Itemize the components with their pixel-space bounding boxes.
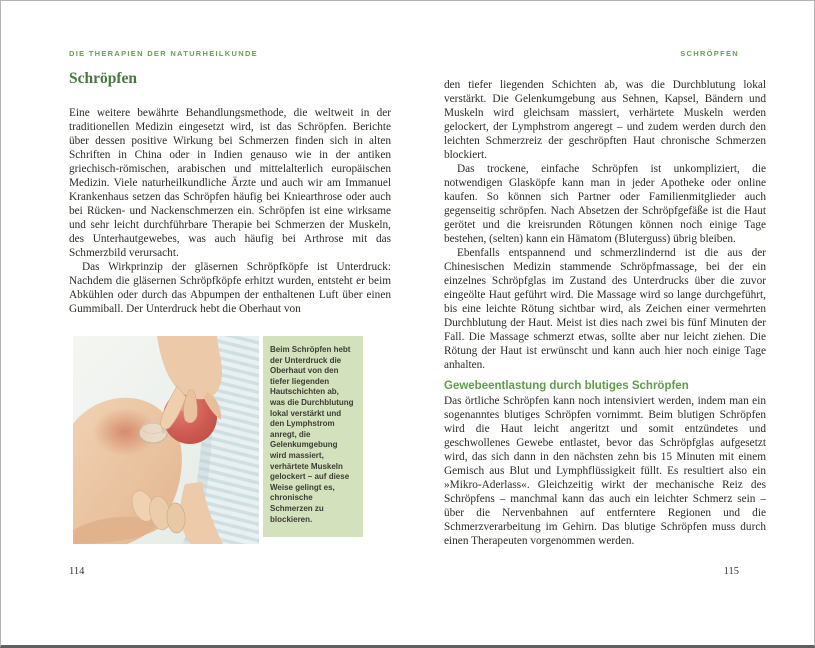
running-head-right: SCHRÖPFEN <box>680 49 739 58</box>
paragraph: Eine weitere bewährte Behandlungsmethode, die weltweit in der traditionellen Medizin eingesetzt wird, ist das Schröpfen. Berichte über dessen positive Wirkung bei Schmerzen finden sich in alten Schriften in China oder in Indien genauso wie in der antiken griechisch-römischen, arabischen und mittelalterlich europäischen Medizin. Viele naturheilkundliche Ärzte und auch wir am Immanuel Krankenhaus setzen das Schröpfen häufig bei Kniearthrose oder auch bei Rücken- und Nackenschmerzen ein. Schröpfen ist eine wirksame und sehr leicht durchführbare Therapie bei Schmerzen der Muskeln, des Unterhautgewebes, was auch häufig bei Arthrose mit das Schmerzbild verursacht. <box>69 107 391 259</box>
paragraph: Das trockene, einfache Schröpfen ist unkompliziert, die notwendigen Glasköpfe kann man in jeder Apotheke oder online kaufen. So können sich Partner oder Familienmitglieder auch gegenseitig schröpfen. Nach Absetzen der Schröpfgefäße ist die Haut gerötet und die kreisrunden Rötungen können noch einige Tage bestehen, (selten) kann ein Hämatom (Bluterguss) übrig bleiben. <box>444 163 766 245</box>
right-page <box>444 49 766 548</box>
paragraph: Das Wirkprinzip der gläsernen Schröpfköpfe ist Unterdruck: Nachdem die gläsernen Schröpfköpfe erhitzt wurden, entsteht er beim Abkühlen oder durch das Abpumpen der enthaltenen Luft über einen Gummiball. Der Unterdruck hebt die Oberhaut von <box>69 261 391 315</box>
page-number-right: 115 <box>723 566 739 577</box>
photo-row <box>73 336 391 544</box>
photo-caption: Beim Schröpfen hebt der Unterdruck die Oberhaut von den tiefer liegenden Hautschichten ab, was die Durchblutung lokal verstärkt und den Lymphstrom anregt, die Gelenkumgebung wird massiert, verhärtete Muskeln gelockert – auf diese Weise gelingt es, chronische Schmerzen zu blockieren. <box>270 345 354 524</box>
left-page <box>69 49 391 544</box>
paragraph: den tiefer liegenden Schichten ab, was die Durchblutung lokal verstärkt. Die Gelenkumgebung aus Sehnen, Kapsel, Bändern und Muskeln wird gleichsam massiert, verhärtete Muskeln werden gelockert, der Lymphstrom angeregt – und zudem werden durch den leichten Schmerzreiz der geschröpften Haut chronische Schmerzen blockiert. <box>444 79 766 161</box>
chapter-heading: Schröpfen <box>69 70 138 87</box>
running-head-left: DIE THERAPIEN DER NATURHEILKUNDE <box>69 49 258 58</box>
cupping-photo <box>73 336 259 544</box>
photo-caption-box <box>263 336 363 537</box>
section-subheading: Gewebeentlastung durch blutiges Schröpfen <box>444 380 689 392</box>
paragraph: Ebenfalls entspannend und schmerzlindernd ist die aus der Chinesischen Medizin stammende Schröpfmassage, bei der ein einzelnes Schröpfglas im Zustand des Unterdrucks über die zuvor eingeölte Haut geführt wird. Die Massage wird so lange durchgeführt, bis eine leichte Rötung sichtbar wird, als Zeichen einer vermehrten Durchblutung der Haut. Meist ist dies nach zwei bis fünf Minuten der Fall. Die Massage schmerzt etwas, sollte aber nur leicht ziehen. Die Rötung der Haut ist erwünscht und kann auch hier noch einige Tage anhalten. <box>444 247 766 371</box>
paragraph: Das örtliche Schröpfen kann noch intensiviert werden, indem man ein sogenanntes blutiges Schröpfen vornimmt. Beim blutigen Schröpfen wird die Haut leicht angeritzt und somit entzündetes und geschwollenes Gewebe entlastet, bevor das Schröpfglas aufgesetzt wird, das sich dann in den nächsten zehn bis 15 Minuten mit einem Gemisch aus Blut und Lymphflüssigkeit füllt. Es resultiert also ein »Mikro-Aderlass«. Gleichzeitig wirkt der mechanische Reiz des Schröpfens – manchmal kann das auch ein leichter Schmerz sein – über die Nervenbahnen auf entferntere Regionen und die Schmerzverarbeitung im Gehirn. Das blutige Schröpfen muss durch einen Therapeuten vorgenommen werden. <box>444 395 766 547</box>
page-number-left: 114 <box>69 566 85 577</box>
